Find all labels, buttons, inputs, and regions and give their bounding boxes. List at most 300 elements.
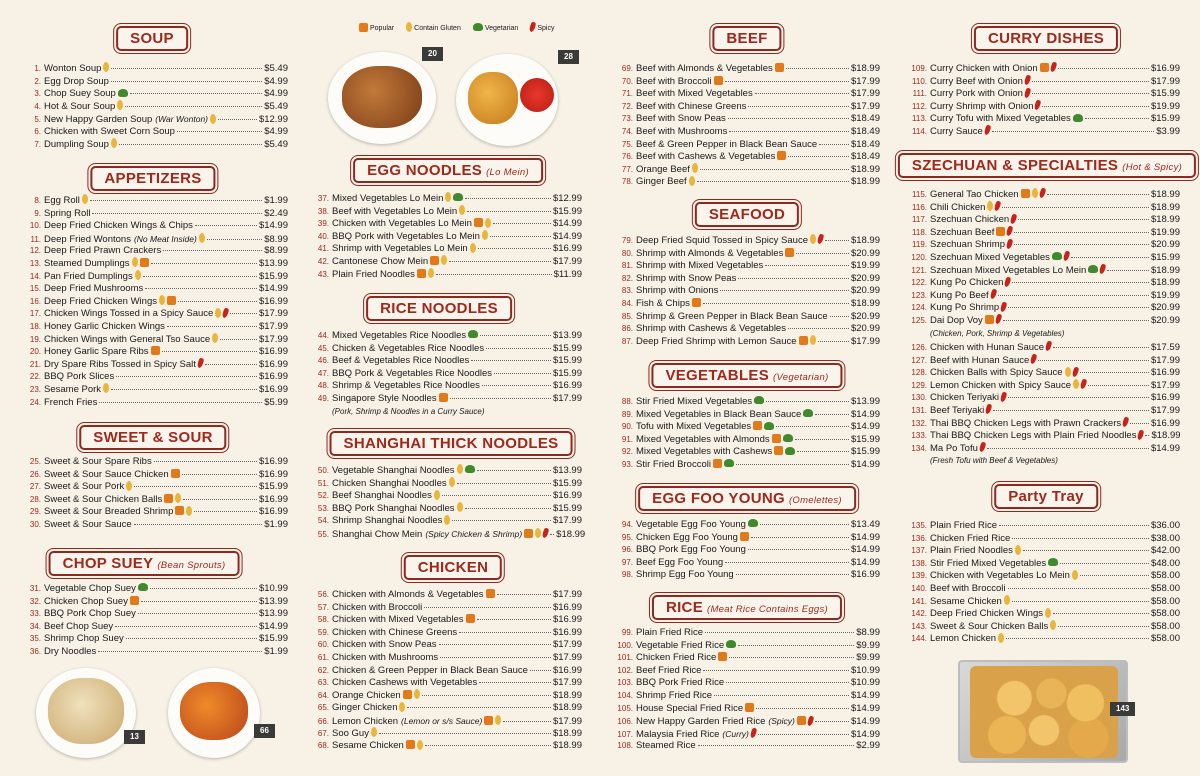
item-name: Beef with Mixed Vegetables bbox=[636, 88, 753, 100]
item-number: 101. bbox=[617, 653, 633, 663]
chili-pepper-icon bbox=[222, 307, 230, 318]
item-number: 41. bbox=[317, 244, 329, 254]
chili-pepper-icon bbox=[1045, 341, 1053, 352]
thumbs-up-icon bbox=[718, 652, 727, 661]
item-name-wrap bbox=[636, 323, 786, 336]
dot-leader bbox=[1012, 538, 1149, 539]
menu-item bbox=[614, 544, 880, 557]
dot-leader bbox=[167, 326, 257, 327]
dot-leader bbox=[1053, 613, 1149, 614]
item-name: Chicken Wings with General Tso Sauce bbox=[44, 333, 211, 345]
item-name-wrap bbox=[930, 558, 1058, 571]
item-name-wrap bbox=[636, 396, 764, 409]
dot-leader bbox=[530, 670, 551, 671]
dot-leader bbox=[151, 263, 257, 264]
menu-item bbox=[908, 63, 1180, 76]
dot-leader bbox=[436, 274, 552, 275]
item-price: $18.99 bbox=[556, 528, 586, 540]
menu-item bbox=[614, 740, 880, 753]
item-number: 27. bbox=[29, 482, 41, 492]
wheat-icon bbox=[159, 295, 165, 305]
chili-pepper-icon bbox=[1049, 62, 1057, 73]
menu-item bbox=[310, 355, 582, 368]
item-price: $19.99 bbox=[850, 260, 880, 272]
item-name-wrap bbox=[930, 113, 1083, 126]
item-price: $5.49 bbox=[264, 138, 288, 150]
item-price: $17.99 bbox=[1150, 75, 1180, 87]
section-note: (Chicken, Pork, Shrimp & Vegetables) bbox=[930, 328, 1065, 338]
item-number: 52. bbox=[317, 491, 329, 501]
dot-leader bbox=[1058, 626, 1149, 627]
wheat-icon bbox=[459, 205, 465, 215]
wheat-icon bbox=[82, 194, 88, 204]
item-name-wrap bbox=[930, 405, 991, 418]
item-name-wrap bbox=[930, 126, 990, 139]
item-name-wrap bbox=[44, 633, 124, 646]
item-number: 86. bbox=[621, 324, 633, 334]
wheat-icon bbox=[1015, 545, 1021, 555]
item-price: $5.49 bbox=[264, 100, 288, 112]
item-name-wrap bbox=[44, 346, 160, 359]
item-name-wrap bbox=[44, 481, 132, 494]
item-name: Szechuan Beef bbox=[930, 226, 995, 238]
item-number: 136. bbox=[911, 533, 927, 543]
chili-pepper-icon bbox=[1000, 391, 1008, 402]
item-price: $14.99 bbox=[1150, 442, 1180, 454]
section-title-chicken: CHICKEN bbox=[404, 555, 502, 580]
item-number: 62. bbox=[317, 665, 329, 675]
item-name: Steamed Dumplings bbox=[44, 257, 130, 269]
item-name: Chicken Cashews with Vegetables bbox=[332, 677, 478, 689]
item-price: $58.00 bbox=[1150, 620, 1180, 632]
item-number: 141. bbox=[911, 596, 927, 606]
section-title-egg-noodles: EGG NOODLES (Lo Mein) bbox=[353, 158, 543, 183]
dot-leader bbox=[765, 265, 849, 266]
item-name: Chicken with Chinese Greens bbox=[332, 626, 458, 638]
dot-leader bbox=[776, 426, 849, 427]
item-name-wrap bbox=[636, 273, 736, 286]
item-name-wrap bbox=[332, 393, 448, 406]
item-name: Ginger Chicken bbox=[332, 702, 398, 714]
item-number: 14. bbox=[29, 271, 41, 281]
wheat-icon bbox=[371, 727, 377, 737]
item-name: Sweet & Sour Chicken Balls bbox=[44, 493, 163, 505]
item-name: Ma Po Tofu bbox=[930, 442, 978, 454]
broccoli-icon bbox=[118, 89, 128, 97]
menu-item bbox=[22, 334, 288, 347]
appetizers-list bbox=[22, 195, 288, 409]
chili-pepper-icon bbox=[817, 234, 825, 245]
legend-spicy: Spicy bbox=[528, 23, 554, 33]
broccoli-icon bbox=[726, 640, 736, 648]
menu-item bbox=[614, 690, 880, 703]
menu-item bbox=[22, 63, 288, 76]
item-name-wrap bbox=[332, 677, 477, 690]
wheat-icon bbox=[445, 192, 451, 202]
item-price: $14.99 bbox=[850, 458, 880, 470]
menu-item bbox=[310, 715, 582, 728]
item-name: Shrimp with Snow Peas bbox=[636, 272, 737, 284]
item-price: $15.99 bbox=[1150, 88, 1180, 100]
item-price: $18.99 bbox=[552, 740, 582, 752]
dot-leader bbox=[111, 389, 257, 390]
item-name: Mixed Vegetables Lo Mein bbox=[332, 193, 444, 204]
item-name-wrap bbox=[636, 569, 734, 582]
menu-item bbox=[310, 665, 582, 678]
dot-leader bbox=[134, 524, 263, 525]
item-name: Curry Sauce bbox=[930, 125, 983, 137]
item-price: $1.99 bbox=[264, 195, 288, 206]
menu-item bbox=[22, 596, 288, 609]
item-number: 39. bbox=[317, 219, 329, 229]
menu-item bbox=[22, 258, 288, 271]
menu-item bbox=[908, 315, 1180, 328]
dot-leader bbox=[182, 474, 257, 475]
item-name: Kung Po Beef bbox=[930, 289, 989, 301]
dot-leader bbox=[728, 118, 849, 119]
item-price: $15.99 bbox=[552, 367, 582, 379]
item-price: $15.99 bbox=[552, 355, 582, 367]
dot-leader bbox=[1060, 563, 1149, 564]
wheat-icon bbox=[186, 506, 192, 516]
item-number: 109. bbox=[911, 64, 927, 73]
dot-leader bbox=[115, 626, 257, 627]
dot-leader bbox=[125, 106, 262, 107]
wheat-icon bbox=[485, 218, 491, 228]
wheat-icon bbox=[111, 138, 117, 148]
menu-item bbox=[22, 359, 288, 372]
chili-pepper-icon bbox=[1006, 238, 1014, 249]
item-name-wrap bbox=[636, 311, 828, 324]
menu-item bbox=[22, 506, 288, 519]
item-number: 31. bbox=[29, 584, 41, 593]
item-price: $3.99 bbox=[1156, 125, 1180, 137]
item-number: 20. bbox=[29, 347, 41, 357]
menu-item bbox=[310, 690, 582, 703]
chili-pepper-icon bbox=[1000, 301, 1008, 312]
item-name-wrap bbox=[44, 63, 109, 76]
wheat-icon bbox=[810, 335, 816, 345]
dot-leader bbox=[442, 495, 551, 496]
dot-leader bbox=[748, 106, 849, 107]
broccoli-icon bbox=[465, 465, 475, 473]
item-price: $48.00 bbox=[1150, 557, 1180, 569]
wheat-icon bbox=[1050, 620, 1056, 630]
menu-item bbox=[22, 220, 288, 233]
chili-pepper-icon bbox=[1004, 276, 1012, 287]
item-name-wrap bbox=[636, 235, 823, 248]
item-name: Vegetable Chop Suey bbox=[44, 583, 136, 594]
dot-leader bbox=[143, 276, 257, 277]
item-price: $16.99 bbox=[552, 380, 582, 392]
item-name: BBQ Pork Slices bbox=[44, 371, 115, 383]
party-tray-photo bbox=[958, 660, 1128, 763]
item-number: 10. bbox=[29, 221, 41, 231]
legend-popular: Popular bbox=[357, 24, 394, 33]
item-price: $18.99 bbox=[1151, 430, 1181, 442]
legend-gluten: Contain Gluten bbox=[404, 23, 461, 33]
item-name: Shanghai Chow Mein bbox=[332, 528, 423, 540]
item-name: Chicken Fried Rice bbox=[636, 652, 717, 664]
item-price: $13.99 bbox=[258, 595, 288, 607]
dot-leader bbox=[471, 360, 551, 361]
thumbs-up-icon bbox=[740, 532, 749, 541]
item-price: $17.59 bbox=[1150, 342, 1180, 353]
dot-leader bbox=[1107, 270, 1149, 271]
menu-item bbox=[614, 434, 880, 447]
item-price: $17.99 bbox=[258, 333, 288, 345]
dot-leader bbox=[1047, 194, 1149, 195]
wheat-icon bbox=[1045, 608, 1051, 618]
broccoli-icon bbox=[453, 193, 463, 201]
item-name-wrap bbox=[332, 243, 476, 256]
item-note: (Spicy Chicken & Shrimp) bbox=[425, 528, 523, 539]
wheat-icon bbox=[103, 62, 109, 72]
item-number: 137. bbox=[911, 546, 927, 556]
item-name-wrap bbox=[930, 443, 985, 456]
dot-leader bbox=[450, 398, 551, 399]
item-price: $20.99 bbox=[850, 323, 880, 335]
dot-leader bbox=[697, 181, 849, 182]
menu-item bbox=[908, 265, 1180, 278]
menu-item bbox=[908, 520, 1180, 533]
section-title-seafood: SEAFOOD bbox=[695, 202, 799, 227]
item-name-wrap bbox=[636, 532, 749, 545]
item-name: Lemon Chicken bbox=[332, 715, 399, 727]
item-name-wrap bbox=[44, 359, 203, 372]
item-price: $18.99 bbox=[850, 63, 880, 74]
item-price: $20.99 bbox=[1150, 239, 1180, 251]
dot-leader bbox=[738, 278, 849, 279]
item-number: 126. bbox=[911, 343, 927, 352]
item-name: Szechuan Chicken bbox=[930, 214, 1010, 226]
item-name: Shrimp with Cashews & Vegetables bbox=[636, 323, 786, 335]
item-name-wrap bbox=[930, 277, 1010, 290]
item-note: (Lemon or s/s Sauce) bbox=[401, 715, 483, 726]
thumbs-up-icon bbox=[164, 494, 173, 503]
menu-item bbox=[310, 702, 582, 715]
item-price: $16.99 bbox=[258, 383, 288, 395]
item-name: BBQ Pork Chop Suey bbox=[44, 608, 136, 620]
item-name: Chop Suey Soup bbox=[44, 88, 116, 100]
dot-leader bbox=[482, 385, 551, 386]
item-price: $13.99 bbox=[552, 465, 582, 476]
menu-item bbox=[614, 446, 880, 459]
thumbs-up-icon bbox=[777, 151, 786, 160]
item-number: 35. bbox=[29, 634, 41, 644]
item-price: $16.99 bbox=[258, 346, 288, 358]
dot-leader bbox=[195, 225, 257, 226]
broccoli-icon bbox=[764, 422, 774, 430]
photo-badge-28: 28 bbox=[558, 50, 579, 64]
menu-item bbox=[22, 494, 288, 507]
item-price: $14.99 bbox=[258, 283, 288, 295]
item-name: Beef Egg Foo Young bbox=[636, 556, 724, 568]
item-name: Malaysia Fried Rice bbox=[636, 728, 720, 740]
dot-leader bbox=[1071, 257, 1149, 258]
menu-item bbox=[908, 583, 1180, 596]
dot-leader bbox=[1008, 588, 1149, 589]
item-price: $2.99 bbox=[856, 740, 880, 752]
item-name: Shrimp Fried Rice bbox=[636, 689, 713, 701]
item-name: Shrimp & Green Pepper in Black Bean Sauce bbox=[636, 310, 828, 322]
menu-item bbox=[310, 639, 582, 652]
item-name-wrap bbox=[44, 208, 90, 221]
item-name: Dry Noodles bbox=[44, 645, 97, 657]
item-price: $11.99 bbox=[553, 268, 582, 280]
dot-leader bbox=[424, 607, 551, 608]
wheat-icon bbox=[1073, 379, 1079, 389]
item-price: $20.99 bbox=[850, 310, 880, 322]
item-price: $14.99 bbox=[850, 408, 880, 420]
item-name: Beef with Almonds & Vegetables bbox=[636, 63, 773, 74]
section-title-soup: SOUP bbox=[116, 26, 188, 51]
item-price: $18.99 bbox=[552, 689, 582, 701]
dot-leader bbox=[786, 68, 849, 69]
menu-item bbox=[22, 245, 288, 258]
item-price: $19.99 bbox=[1150, 100, 1180, 112]
item-price: $17.99 bbox=[1150, 354, 1180, 366]
item-name-wrap bbox=[636, 728, 756, 742]
item-number: 75. bbox=[621, 139, 633, 149]
item-name-wrap bbox=[636, 544, 746, 557]
wheat-icon bbox=[1032, 188, 1038, 198]
thumbs-up-icon bbox=[486, 589, 495, 598]
item-number: 24. bbox=[29, 397, 41, 407]
item-number: 32. bbox=[29, 596, 41, 606]
item-number: 81. bbox=[621, 261, 633, 271]
photo-badge-20: 20 bbox=[422, 47, 443, 61]
dot-leader bbox=[465, 198, 551, 199]
item-name: Fish & Chips bbox=[636, 297, 690, 309]
dot-leader bbox=[703, 303, 849, 304]
dot-leader bbox=[407, 707, 550, 708]
menu-item bbox=[614, 311, 880, 324]
dot-leader bbox=[797, 451, 849, 452]
item-name-wrap bbox=[930, 418, 1128, 431]
item-number: 19. bbox=[29, 334, 41, 344]
menu-item bbox=[614, 421, 880, 434]
dot-leader bbox=[1014, 232, 1149, 233]
item-name: House Special Fried Rice bbox=[636, 702, 744, 714]
item-number: 40. bbox=[317, 231, 329, 241]
item-name-wrap bbox=[332, 515, 450, 528]
item-name-wrap bbox=[636, 285, 718, 298]
menu-item bbox=[908, 202, 1180, 215]
item-name: Sweet & Sour Sauce bbox=[44, 518, 132, 530]
menu-item bbox=[614, 409, 880, 422]
dot-leader bbox=[766, 401, 849, 402]
item-name: BBQ Pork Shanghai Noodles bbox=[332, 502, 455, 514]
item-number: 105. bbox=[617, 703, 633, 713]
menu-item bbox=[614, 260, 880, 273]
item-name: Chicken with Almonds & Vegetables bbox=[332, 589, 484, 600]
dot-leader bbox=[218, 119, 257, 120]
item-number: 38. bbox=[317, 206, 329, 216]
chili-pepper-icon bbox=[806, 715, 814, 726]
item-number: 74. bbox=[621, 126, 633, 136]
menu-item bbox=[908, 302, 1180, 315]
dot-leader bbox=[751, 537, 849, 538]
item-price: $12.99 bbox=[552, 193, 582, 204]
szechuan-list bbox=[908, 189, 1180, 340]
menu-item bbox=[908, 621, 1180, 634]
item-name-wrap bbox=[930, 227, 1012, 240]
thumbs-up-icon bbox=[785, 248, 794, 257]
item-price: $16.99 bbox=[552, 490, 582, 502]
item-price: $16.99 bbox=[1150, 417, 1180, 429]
soup-list bbox=[22, 63, 288, 151]
item-number: 114. bbox=[912, 126, 927, 136]
wheat-icon bbox=[482, 230, 488, 240]
item-number: 100. bbox=[617, 640, 633, 650]
chili-pepper-icon bbox=[1038, 188, 1046, 199]
item-number: 82. bbox=[621, 273, 633, 283]
item-name: Chicken with Vegetables Lo Mein bbox=[930, 570, 1070, 582]
item-number: 29. bbox=[29, 507, 41, 517]
item-number: 12. bbox=[29, 246, 41, 256]
item-number: 34. bbox=[29, 621, 41, 631]
item-number: 26. bbox=[29, 469, 41, 479]
thumbs-up-icon bbox=[985, 315, 994, 324]
item-number: 60. bbox=[317, 640, 329, 650]
menu-item bbox=[22, 296, 288, 309]
item-price: $15.99 bbox=[552, 342, 582, 354]
item-number: 22. bbox=[29, 372, 41, 382]
dot-leader bbox=[714, 695, 849, 696]
item-number: 110. bbox=[912, 76, 927, 86]
menu-item bbox=[22, 456, 288, 469]
dot-leader bbox=[230, 313, 257, 314]
dot-leader bbox=[126, 638, 257, 639]
chili-pepper-icon bbox=[1071, 366, 1079, 377]
item-price: $58.00 bbox=[1150, 582, 1180, 594]
dot-leader bbox=[145, 288, 257, 289]
item-name: BBQ Pork & Vegetables Rice Noodles bbox=[332, 367, 493, 379]
item-name-wrap bbox=[930, 545, 1021, 558]
broccoli-icon bbox=[724, 459, 734, 467]
chili-pepper-icon bbox=[1080, 379, 1088, 390]
item-name: Vegetable Egg Foo Young bbox=[636, 519, 746, 530]
item-price: $16.99 bbox=[1150, 367, 1180, 379]
chili-pepper-icon bbox=[1030, 354, 1038, 365]
item-name: Sweet & Sour Chicken Balls bbox=[930, 620, 1049, 632]
item-name-wrap bbox=[44, 494, 181, 507]
item-name: Wonton Soup bbox=[44, 63, 102, 74]
chili-pepper-icon bbox=[1122, 417, 1130, 428]
item-name: Sweet & Sour Sauce Chicken bbox=[44, 468, 169, 480]
item-number: 71. bbox=[621, 89, 633, 99]
menu-item bbox=[908, 214, 1180, 227]
menu-item bbox=[22, 633, 288, 646]
menu-item bbox=[310, 614, 582, 627]
dot-leader bbox=[1008, 307, 1149, 308]
menu-item bbox=[614, 652, 880, 665]
item-name: Kung Po Chicken bbox=[930, 277, 1004, 289]
item-name: Sweet & Sour Breaded Shrimp bbox=[44, 506, 174, 518]
menu-item bbox=[908, 290, 1180, 303]
item-name-wrap bbox=[44, 506, 192, 519]
item-name: Thai BBQ Chicken Legs with Plain Fried Noodles bbox=[930, 430, 1137, 442]
broccoli-icon bbox=[1088, 265, 1098, 273]
item-name-wrap bbox=[44, 126, 175, 139]
item-name-wrap bbox=[930, 202, 1000, 215]
item-number: 65. bbox=[317, 703, 329, 713]
wheat-icon bbox=[470, 243, 476, 253]
menu-item bbox=[908, 545, 1180, 558]
dot-leader bbox=[134, 486, 257, 487]
menu-item bbox=[22, 583, 288, 596]
